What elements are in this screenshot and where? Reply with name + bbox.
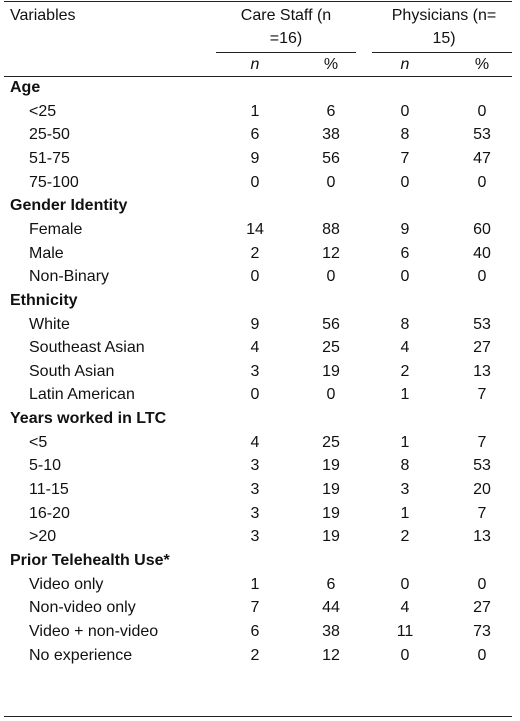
cell-care-pct: 12 [322,244,340,262]
cell-phys-pct: 7 [477,386,487,404]
row-label: Southeast Asian [29,339,145,357]
cell-phys-n: 1 [400,386,410,404]
cell-phys-n: 7 [400,149,410,167]
cell-care-pct: 0 [326,386,336,404]
row-label: 11-15 [29,481,69,499]
header-variables: Variables [10,7,76,24]
cell-phys-n: 4 [400,339,410,357]
cell-phys-pct: 0 [477,173,487,191]
row-label: 16-20 [29,504,70,522]
row-label: South Asian [29,362,115,380]
row-label: Non-Binary [29,268,110,286]
cell-care-n: 0 [250,268,260,286]
row-label: Latin American [29,386,135,404]
cell-phys-pct: 53 [473,126,491,144]
cell-phys-n: 0 [400,646,410,664]
cell-care-pct: 0 [326,268,336,286]
cell-care-pct: 19 [322,457,340,475]
cell-phys-n: 11 [396,622,414,640]
cell-care-pct: 88 [322,220,340,238]
cell-care-n: 3 [250,504,260,522]
section-title: Prior Telehealth Use* [10,552,170,569]
row-label: Video + non-video [29,622,159,640]
cell-phys-pct: 7 [477,504,487,522]
cell-phys-n: 3 [400,481,410,499]
cell-care-pct: 25 [322,433,340,451]
cell-care-n: 4 [250,339,260,357]
group-rule-care-staff [216,52,356,53]
cell-care-pct: 6 [326,575,336,593]
cell-care-pct: 19 [322,362,340,380]
cell-care-pct: 56 [322,149,340,167]
cell-phys-pct: 60 [473,220,491,238]
header-bottom-rule [4,76,512,77]
cell-phys-pct: 20 [473,481,491,499]
cell-care-pct: 25 [322,339,340,357]
cell-care-n: 9 [250,315,260,333]
cell-care-n: 6 [250,622,260,640]
cell-phys-n: 6 [400,244,410,262]
row-label: Non-video only [29,599,136,617]
group-rule-physicians [372,52,512,53]
cell-phys-n: 8 [400,457,410,475]
cell-phys-n: 8 [400,315,410,333]
row-label: No experience [29,646,133,664]
cell-phys-n: 9 [400,220,410,238]
cell-phys-pct: 0 [477,646,487,664]
cell-care-n: 3 [250,362,260,380]
row-label: Female [29,220,83,238]
cell-phys-pct: 0 [477,102,487,120]
row-label: 51-75 [29,149,70,167]
cell-phys-pct: 13 [473,362,491,380]
cell-phys-pct: 53 [473,457,491,475]
cell-phys-pct: 0 [477,575,487,593]
header-physicians-line1: Physicians (n= [391,7,497,24]
cell-care-pct: 19 [322,481,340,499]
header-care-staff-line1: Care Staff (n [240,7,332,24]
cell-care-n: 1 [250,575,260,593]
cell-phys-n: 2 [400,362,410,380]
cell-phys-n: 0 [400,268,410,286]
header-care-pct: % [323,56,339,73]
cell-care-n: 2 [250,646,260,664]
row-label: <25 [29,102,57,120]
cell-phys-n: 8 [400,126,410,144]
cell-care-n: 7 [250,599,260,617]
cell-phys-n: 4 [400,599,410,617]
header-care-staff-line2: =16) [269,30,303,47]
cell-phys-n: 0 [400,102,410,120]
header-physicians-line2: 15) [432,30,456,47]
cell-care-n: 6 [250,126,260,144]
cell-phys-pct: 73 [473,622,491,640]
row-label: White [29,315,70,333]
row-label: 5-10 [29,457,62,475]
cell-phys-n: 0 [400,575,410,593]
row-label: 75-100 [29,173,79,191]
cell-care-n: 0 [250,386,260,404]
cell-care-n: 9 [250,149,260,167]
row-label: >20 [29,528,57,546]
cell-care-n: 14 [246,220,264,238]
cell-care-pct: 56 [322,315,340,333]
section-title: Years worked in LTC [10,410,167,428]
cell-care-n: 3 [250,528,260,546]
cell-care-pct: 38 [322,622,340,640]
cell-phys-n: 2 [400,528,410,546]
cell-phys-pct: 47 [473,149,491,167]
cell-phys-n: 1 [400,504,410,522]
cell-phys-pct: 27 [473,339,491,357]
cell-care-pct: 6 [326,102,336,120]
section-title: Age [10,79,41,96]
cell-care-n: 3 [250,457,260,475]
row-label: Male [29,244,64,262]
cell-care-n: 3 [250,481,260,499]
cell-phys-pct: 27 [473,599,491,617]
cell-care-n: 0 [250,173,260,191]
cell-phys-pct: 53 [473,315,491,333]
cell-care-pct: 19 [322,504,340,522]
top-rule [4,1,512,2]
section-title: Gender Identity [10,197,128,215]
cell-care-n: 1 [250,102,260,120]
cell-phys-pct: 40 [473,244,491,262]
cell-care-pct: 0 [326,173,336,191]
header-care-n: n [250,56,260,73]
cell-care-n: 2 [250,244,260,262]
cell-phys-pct: 7 [477,433,487,451]
cell-care-pct: 12 [322,646,340,664]
cell-care-pct: 44 [322,599,340,617]
cell-care-pct: 19 [322,528,340,546]
section-title: Ethnicity [10,291,78,309]
cell-phys-n: 0 [400,173,410,191]
cell-care-pct: 38 [322,126,340,144]
cell-care-n: 4 [250,433,260,451]
header-phys-n: n [400,56,410,73]
header-phys-pct: % [474,56,490,73]
cell-phys-pct: 0 [477,268,487,286]
bottom-rule [4,716,512,717]
row-label: Video only [29,575,104,593]
cell-phys-pct: 13 [473,528,491,546]
row-label: <5 [29,433,48,451]
cell-phys-n: 1 [400,433,410,451]
row-label: 25-50 [29,126,70,144]
